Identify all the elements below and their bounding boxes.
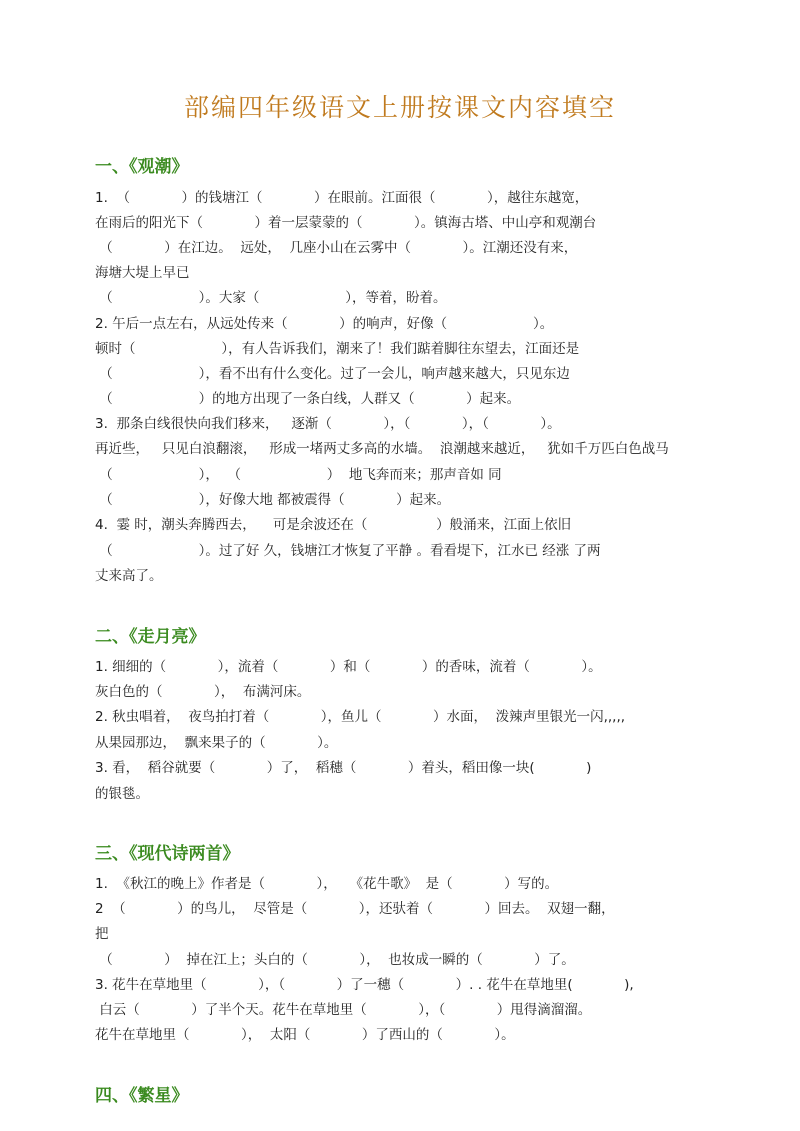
text-line: （ ）。大家（ ），等着，盼着。 xyxy=(95,290,447,306)
text-line: 再近些， 只见白浪翻滚， 形成一堵两丈多高的水墙。 浪潮越来越近， 犹如千万匹白色战马 xyxy=(95,441,669,457)
page-title: 部编四年级语文上册按课文内容填空 xyxy=(183,93,616,122)
text-line: 从果园那边， 飘来果子的（ ）。 xyxy=(95,735,338,751)
text-line: 3. 看， 稻谷就要（ ）了， 稻穗（ ）着头，稻田像一块( ) xyxy=(95,760,592,776)
text-line: （ ） 掉在江上；头白的（ ）， 也妆成一瞬的（ ）了。 xyxy=(95,952,575,968)
text-line: 灰白色的（ ）， 布满河床。 xyxy=(95,684,311,700)
text-line: （ ）。过了好 久，钱塘江才恢复了平静 。看看堤下，江水已 经涨 了两 xyxy=(95,543,601,559)
text-line: 的银毯。 xyxy=(95,786,149,802)
text-line: 丈来高了。 xyxy=(95,568,163,584)
text-line: （ ）在江边。 远处， 几座小山在云雾中（ ）。江潮还没有来， xyxy=(95,240,578,256)
section-heading: 四、《繁星》 xyxy=(95,1086,189,1106)
text-line: （ ），好像大地 都被震得（ ）起来。 xyxy=(95,492,451,508)
text-line: 顿时（ ），有人告诉我们，潮来了！我们踮着脚往东望去，江面还是 xyxy=(95,341,580,357)
text-line: 3. 花牛在草地里（ ），（ ）了一穗（ ）. . 花牛在草地里( ), xyxy=(95,977,634,993)
text-line: 1. 《秋江的晚上》作者是（ ）， 《花牛歌》 是（ ）写的。 xyxy=(95,876,559,892)
text-line: （ ）的地方出现了一条白线，人群又（ ）起来。 xyxy=(95,391,521,407)
text-line: 2. 午后一点左右，从远处传来（ ）的响声，好像（ ）。 xyxy=(95,316,554,332)
text-line: 花牛在草地里（ ）， 太阳（ ）了西山的（ ）。 xyxy=(95,1027,515,1043)
text-line: 2. 秋虫唱着， 夜鸟拍打着（ ），鱼儿（ ）水面， 泼辣声里银光一闪,,,,, xyxy=(95,709,626,725)
text-line: 1. 细细的（ ），流着（ ）和（ ）的香味，流着（ ）。 xyxy=(95,659,602,675)
text-line: 2 （ ）的鸟儿， 尽管是（ ），还驮着（ ）回去。 双翅一翻， xyxy=(95,901,615,917)
text-line: （ ），看不出有什么变化。过了一会儿，响声越来越大，只见东边 xyxy=(95,366,570,382)
text-line: 海塘大堤上早已 xyxy=(95,265,190,281)
text-line: 在雨后的阳光下（ ）着一层蒙蒙的（ ）。镇海古塔、中山亭和观潮台 xyxy=(95,215,597,231)
section-heading: 三、《现代诗两首》 xyxy=(95,844,240,864)
text-line: 白云（ ）了半个天。花牛在草地里（ ），（ ）甩得滴溜溜。 xyxy=(95,1002,592,1018)
text-line: 3. 那条白线很快向我们移来， 逐渐（ ），（ ），（ ）。 xyxy=(95,416,561,432)
text-line: （ ）， （ ） 地飞奔而来；那声音如 同 xyxy=(95,467,502,483)
text-line: 把 xyxy=(95,926,109,942)
section-heading: 二、《走月亮》 xyxy=(95,627,206,647)
text-line: 1. （ ）的钱塘江（ ）在眼前。江面很（ ），越往东越宽， xyxy=(95,190,589,206)
text-line: 4. 霎 时，潮头奔腾西去， 可是余波还在（ ）般涌来，江面上依旧 xyxy=(95,517,572,533)
section-heading: 一、《观潮》 xyxy=(95,157,189,177)
